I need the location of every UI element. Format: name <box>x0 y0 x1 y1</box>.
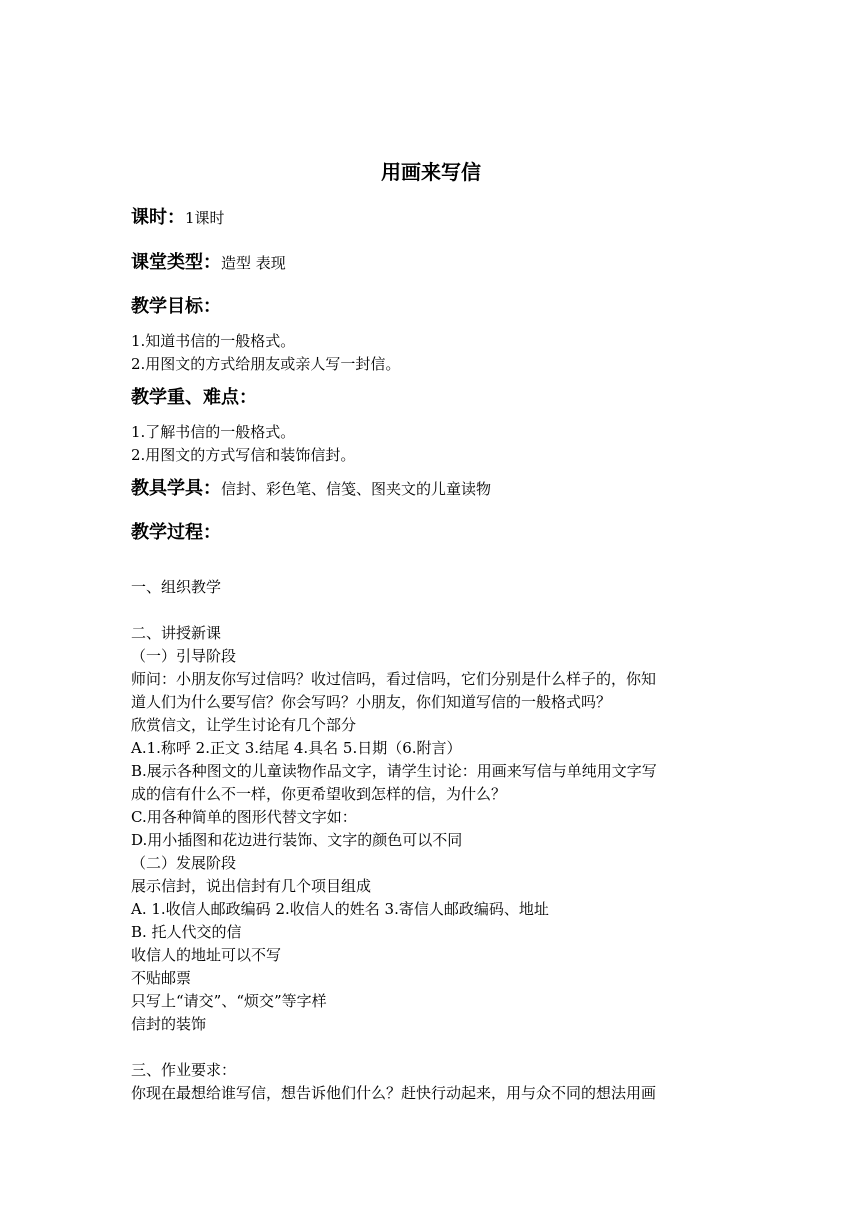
process-line: 成的信有什么不一样，你更希望收到怎样的信，为什么？ <box>131 785 507 803</box>
lesson-time-row <box>131 205 225 231</box>
blank-line <box>131 599 741 622</box>
process-line: 展示信封，说出信封有几个项目组成 <box>131 877 372 895</box>
process-line: 收信人的地址可以不写 <box>131 946 282 964</box>
process-line: 信封的装饰 <box>131 1015 207 1033</box>
process-line: 只写上“请交”、“烦交”等字样 <box>131 992 327 1010</box>
document-title: 用画来写信 <box>381 160 481 184</box>
class-type-value: 造型 表现 <box>221 254 286 272</box>
blank-line <box>131 1036 741 1059</box>
process-line: D.用小插图和花边进行装饰、文字的颜色可以不同 <box>131 831 463 849</box>
key-point-item: 1.了解书信的一般格式。 <box>131 423 296 441</box>
objectives-list <box>131 330 741 376</box>
materials-value: 信封、彩色笔、信笺、图夹文的儿童读物 <box>221 480 492 498</box>
process-body <box>131 576 741 1105</box>
process-line: B. 托人代交的信 <box>131 923 242 941</box>
process-line: 道人们为什么要写信？你会写吗？小朋友，你们知道写信的一般格式吗？ <box>131 693 612 711</box>
process-heading: 教学过程： <box>131 522 221 543</box>
lesson-time-value: 1课时 <box>185 209 225 227</box>
process-line: 一、组织教学 <box>131 578 222 596</box>
class-type-row <box>131 250 286 276</box>
process-line: 二、讲授新课 <box>131 624 222 642</box>
process-line: （一）引导阶段 <box>131 647 237 665</box>
process-line: 三、作业要求： <box>131 1061 237 1079</box>
process-line: B.展示各种图文的儿童读物作品文字，请学生讨论：用画来写信与单纯用文字写 <box>131 762 657 780</box>
key-points-list <box>131 421 741 467</box>
objectives-heading: 教学目标： <box>131 296 221 317</box>
materials-row <box>131 476 491 502</box>
process-line: 你现在最想给谁写信，想告诉他们什么？赶快行动起来，用与众不同的想法用画 <box>131 1084 657 1102</box>
key-points-heading: 教学重、难点： <box>131 387 257 408</box>
class-type-label: 课堂类型： <box>131 252 221 273</box>
objective-item: 1.知道书信的一般格式。 <box>131 332 296 350</box>
process-line: 师问：小朋友你写过信吗？收过信吗，看过信吗，它们分别是什么样子的，你知 <box>131 670 657 688</box>
key-point-item: 2.用图文的方式写信和装饰信封。 <box>131 446 356 464</box>
process-line: （二）发展阶段 <box>131 854 237 872</box>
process-line: C.用各种简单的图形代替文字如： <box>131 808 357 826</box>
process-line: A.1.称呼 2.正文 3.结尾 4.具名 5.日期（6.附言） <box>131 739 462 757</box>
materials-label: 教具学具： <box>131 478 221 499</box>
process-line: 不贴邮票 <box>131 969 192 987</box>
lesson-time-label: 课时： <box>131 207 185 228</box>
process-line: 欣赏信文，让学生讨论有几个部分 <box>131 716 357 734</box>
objective-item: 2.用图文的方式给朋友或亲人写一封信。 <box>131 355 401 373</box>
process-line: A. 1.收信人邮政编码 2.收信人的姓名 3.寄信人邮政编码、地址 <box>131 900 549 918</box>
